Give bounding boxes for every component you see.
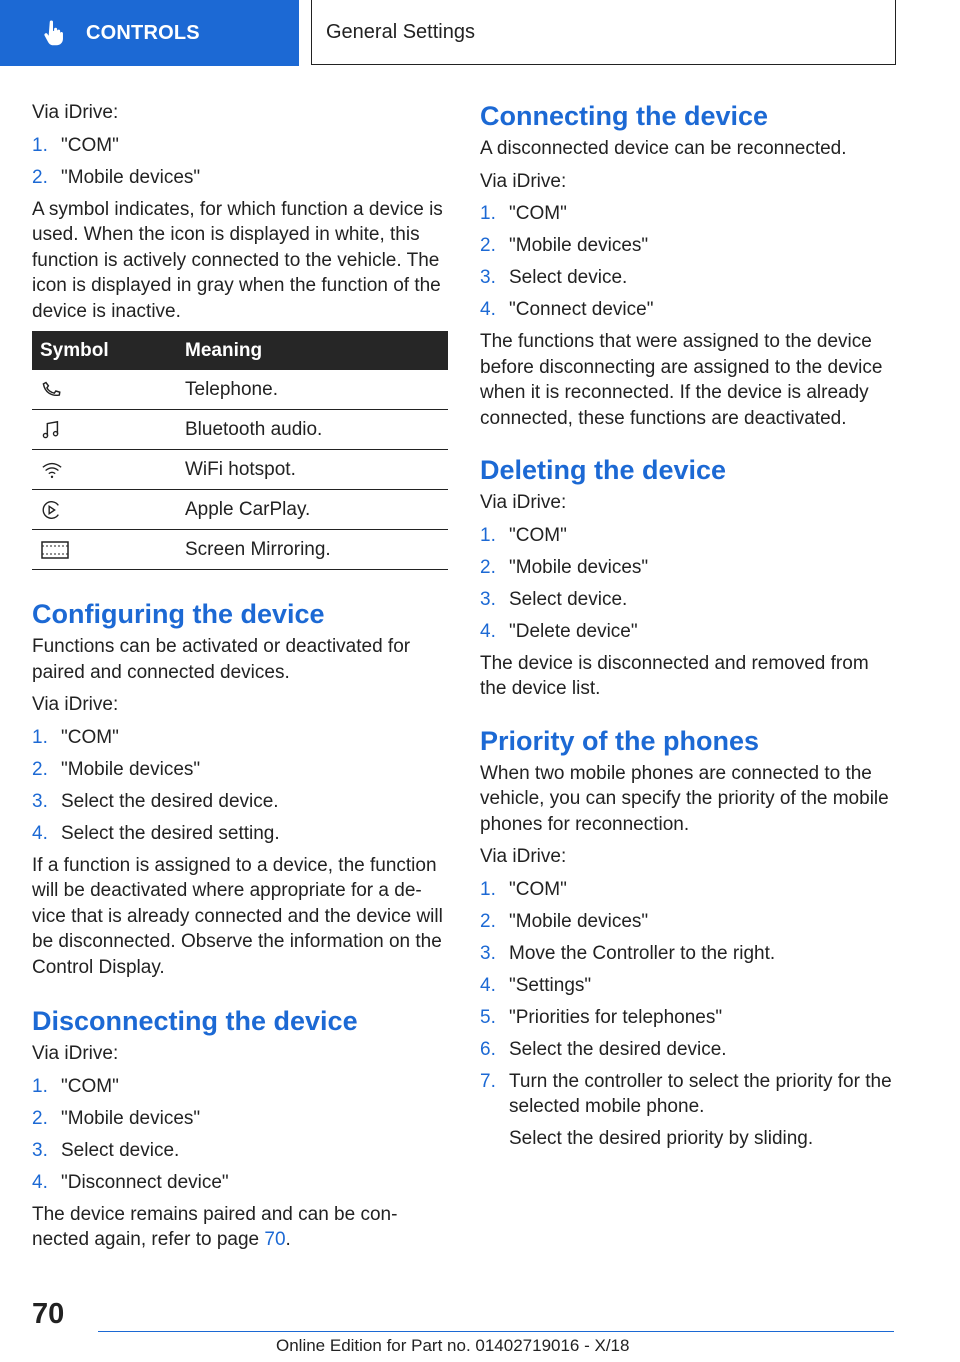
right-column (480, 100, 896, 1159)
page-title: General Settings (326, 20, 475, 43)
section-label: CONTROLS (86, 21, 200, 44)
list-item: 1. "COM" (480, 878, 567, 900)
deleting-steps (480, 523, 896, 645)
priority-sub-note: Select the desired priority by sliding. (509, 1128, 814, 1149)
list-item: 2. "Mobile devices" (480, 556, 649, 578)
via-idrive-label: Via iDrive: (32, 1043, 119, 1064)
footer-divider (98, 1331, 894, 1332)
configuring-intro: Functions can be activated or deactivated for paired and connected devices. (32, 636, 411, 683)
heading-deleting: Deleting the device (480, 455, 727, 485)
screen-mirroring-icon (40, 539, 70, 561)
heading-disconnecting: Disconnecting the device (32, 1006, 358, 1036)
symbol-table (32, 331, 448, 570)
list-item: 1. "COM" (480, 203, 567, 224)
wifi-icon (40, 459, 64, 481)
list-item: 4. Select the desired setting. (32, 822, 280, 844)
list-item: 4. "Connect device" (480, 299, 654, 320)
list-item: 2. "Mobile devices" (480, 910, 649, 932)
list-item: 1. "COM" (32, 726, 119, 748)
list-item: 6. Select the desired device. (480, 1038, 727, 1060)
disconnecting-steps (32, 1074, 448, 1196)
column-header-symbol: Symbol (32, 331, 185, 370)
footer-edition: Online Edition for Part no. 01402719016 - X/18 (276, 1336, 630, 1355)
via-idrive-label: Via iDrive: (480, 846, 567, 867)
via-idrive-label: Via iDrive: (32, 102, 119, 123)
list-item: 2. "Mobile devices" (32, 758, 201, 780)
intro-paragraph: A symbol indicates, for which function a device is used. When the icon is displayed in white, this function is actively connected to the vehicle. The icon is displayed in gray when the function of the device is inactive. (32, 198, 443, 322)
list-item: 3. Select device. (480, 267, 628, 288)
hand-pointer-icon (40, 20, 66, 46)
configuring-note: If a function is assigned to a device, the function will be deactivated where appropriate for a de-vice that is already connected and the device will be disconnected. Observe the information on the Control Display. (32, 854, 443, 978)
heading-connecting: Connecting the device (480, 101, 769, 131)
list-item: 4. "Delete device" (480, 620, 638, 642)
list-item: 3. Select device. (32, 1139, 180, 1161)
left-column (32, 100, 448, 1260)
intro-steps (32, 133, 448, 191)
list-item: 2. "Mobile devices" (32, 1107, 201, 1129)
table-row: Telephone. (32, 370, 448, 410)
priority-steps (480, 877, 896, 1120)
page-reference-link[interactable]: 70 (264, 1229, 286, 1250)
connecting-intro: A disconnected device can be reconnected. (480, 138, 847, 159)
carplay-icon (40, 499, 62, 521)
telephone-icon (40, 379, 62, 401)
list-item: 1. "COM" (32, 134, 119, 156)
table-row: Apple CarPlay. (32, 490, 448, 530)
deleting-note: The device is disconnected and removed from the device list. (480, 652, 869, 699)
table-row: WiFi hotspot. (32, 450, 448, 490)
page-number: 70 (32, 1298, 65, 1330)
via-idrive-label: Via iDrive: (480, 492, 567, 513)
via-idrive-label: Via iDrive: (32, 694, 119, 715)
disconnecting-note: The device remains paired and can be con-nected again, refer to page 70. (32, 1203, 398, 1250)
list-item: 4. "Settings" (480, 974, 592, 996)
section-tab (0, 0, 299, 66)
list-item: 1. "COM" (480, 524, 567, 546)
page-header (311, 0, 896, 65)
connecting-steps (480, 201, 896, 323)
list-item: 4. "Disconnect device" (32, 1171, 229, 1193)
list-item: 2. "Mobile devices" (480, 235, 649, 256)
list-item: 3. Select device. (480, 588, 628, 610)
heading-configuring: Configuring the device (32, 599, 325, 629)
column-header-meaning: Meaning (185, 331, 448, 370)
list-item: 3. Select the desired device. (32, 790, 279, 812)
list-item: 7. Turn the controller to select the priority for the selected mobile phone. (480, 1070, 892, 1117)
via-idrive-label: Via iDrive: (480, 170, 567, 192)
table-header-row (32, 331, 448, 370)
priority-intro: When two mobile phones are connected to the vehicle, you can specify the priority of the mobile phones for reconnection. (480, 762, 889, 835)
list-item: 2. "Mobile devices" (32, 166, 201, 188)
table-row: Bluetooth audio. (32, 410, 448, 450)
music-note-icon (40, 419, 62, 441)
list-item: 3. Move the Controller to the right. (480, 942, 776, 964)
list-item: 1. "COM" (32, 1075, 119, 1097)
table-row: Screen Mirroring. (32, 530, 448, 570)
connecting-note: The functions that were assigned to the device before disconnecting are assigned to the device when it is reconnected. If the device is already connected, these functions are deactivated. (480, 331, 883, 429)
heading-priority: Priority of the phones (480, 725, 760, 756)
configuring-steps (32, 725, 448, 847)
list-item: 5. "Priorities for telephones" (480, 1006, 723, 1028)
